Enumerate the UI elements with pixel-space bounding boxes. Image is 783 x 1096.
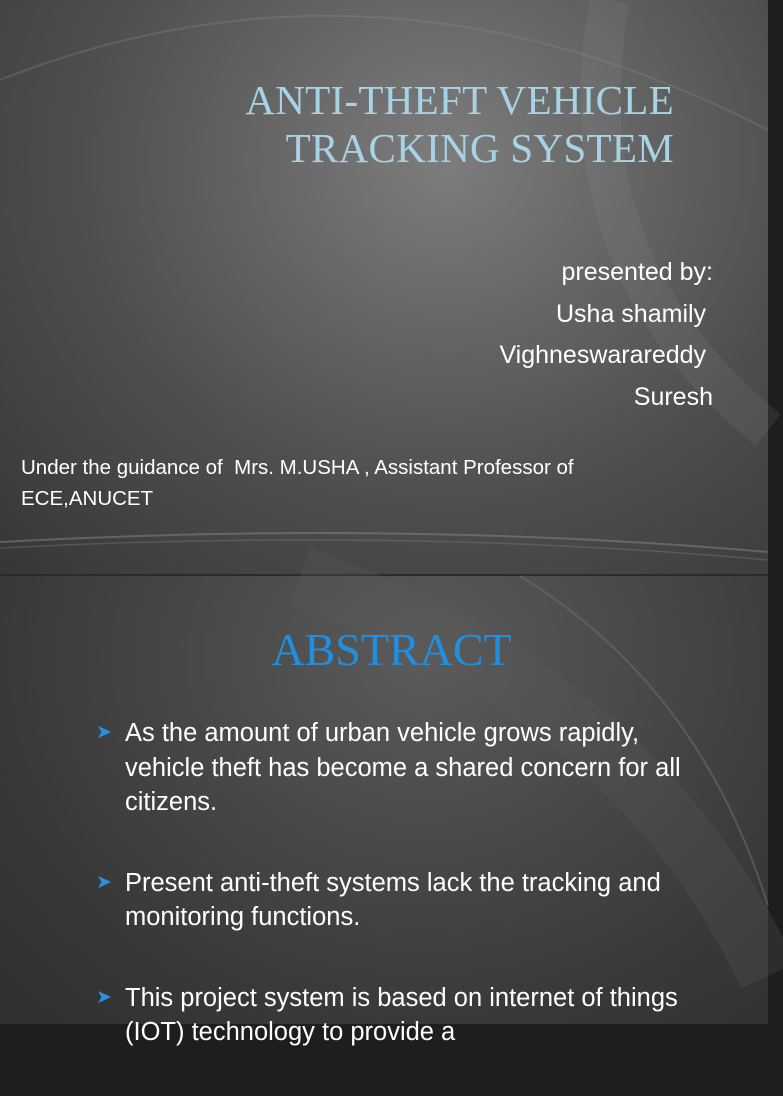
bullet-text: This project system is based on internet of things (IOT) technology to provide a [125,983,678,1046]
presenter-name: Suresh [633,382,713,411]
arrow-bullet-icon: ➤ [96,986,112,1008]
title-line: TRACKING SYSTEM [285,125,674,171]
arrow-bullet-icon: ➤ [96,871,112,893]
presenter-name: Usha shamily [556,299,713,328]
bullet-text: As the amount of urban vehicle grows rapidly, vehicle theft has become a shared concern for all citizens. [125,719,681,816]
bullet-item [96,716,696,820]
bullet-list [96,716,696,1096]
presenters-label: presented by: [561,258,713,286]
presenter-name: Vighneswarareddy [499,341,713,369]
guidance-text: Under the guidance of Mrs. M.USHA , Assistant Professor of ECE,ANUCET [21,456,580,510]
bullet-item [96,981,696,1050]
arrow-bullet-icon: ➤ [96,722,112,743]
bullet-item [96,866,696,935]
bullet-text: Present anti-theft systems lack the tracking and monitoring functions. [125,868,661,931]
slide-heading: ABSTRACT [271,624,512,675]
presentation-title [245,76,674,172]
presenter-list [499,252,713,418]
abstract-slide[interactable] [0,576,768,1046]
title-line: ANTI-THEFT VEHICLE [245,77,674,123]
